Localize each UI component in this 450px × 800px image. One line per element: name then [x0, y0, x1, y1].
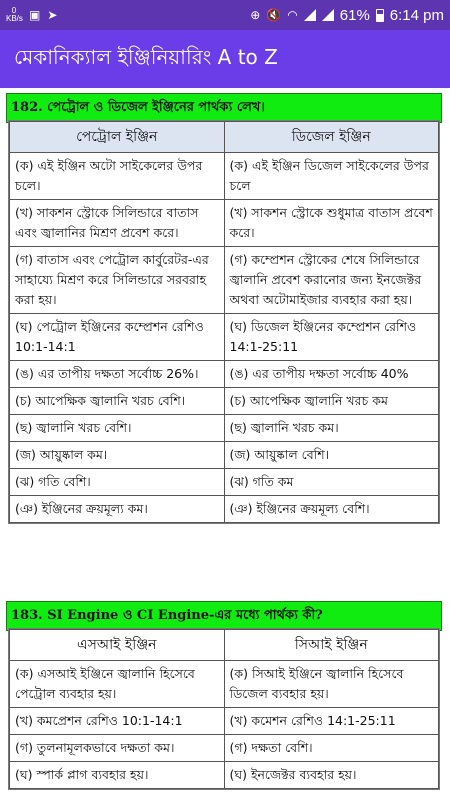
- wifi-icon: ◠: [287, 8, 298, 22]
- table-cell: (গ) কম্প্রেশন স্ট্রোকের শেষে সিলিন্ডারে জ্বালানি প্রবেশ করানোর জন্য ইনজেক্টর অথবা অটোমাইজার ব্যবহার করা হয়।: [224, 247, 439, 314]
- table-row: [10, 314, 439, 361]
- battery-icon: [376, 9, 384, 22]
- table-row: [10, 388, 439, 415]
- table-cell: (খ) সাকশন স্ট্রোকে সিলিন্ডারে বাতাস এবং জ্বালানির মিশ্রণ প্রবেশ করে।: [10, 200, 225, 247]
- table-row: [10, 762, 439, 789]
- table-cell: (ঝ) গতি বেশি।: [10, 469, 225, 496]
- table-cell: (ঘ) স্পার্ক প্লাগ ব্যবহার হয়।: [10, 762, 225, 789]
- telegram-icon: ➤: [47, 8, 58, 22]
- table-row: [10, 415, 439, 442]
- table-cell: (খ) কমেশন রেশিও 14:1-25:11: [224, 708, 439, 735]
- network-speed-unit: KB/s: [6, 14, 23, 23]
- article-content[interactable]: [0, 88, 450, 800]
- table-cell: (জ) আয়ুষ্কাল বেশি।: [224, 442, 439, 469]
- status-bar: [0, 0, 450, 30]
- table-cell: (ঞ) ইঞ্জিনের ক্রয়মূল্য বেশি।: [224, 496, 439, 523]
- column-header: সিআই ইঞ্জিন: [224, 630, 439, 661]
- network-speed-value: 0: [11, 6, 17, 15]
- table-cell: (খ) কমপ্রেশন রেশিও 10:1-14:1: [10, 708, 225, 735]
- clock: 6:14 pm: [389, 6, 444, 24]
- mute-icon: 🔇: [266, 8, 282, 22]
- table-cell: (ক) এসআই ইঞ্জিনে জ্বালানি হিসেবে পেট্রোল ব্যবহার হয়।: [10, 661, 225, 708]
- question-heading: 183. SI Engine ও CI Engine-এর মধ্যে পার্থক্য কী?: [6, 601, 442, 631]
- app-title: মেকানিক্যাল ইঞ্জিনিয়ারিং A to Z: [14, 44, 278, 69]
- table-row: [10, 442, 439, 469]
- signal-icon: [322, 9, 334, 21]
- battery-saver-icon: ⊕: [250, 8, 261, 22]
- table-row: [10, 153, 439, 200]
- table-cell: (গ) বাতাস এবং পেট্রোল কার্বুরেটর-এর সাহায্যে মিশ্রণ করে সিলিন্ডারে সরবরাহ করা হয়।: [10, 247, 225, 314]
- app-bar: [0, 30, 450, 88]
- column-header: পেট্রোল ইঞ্জিন: [10, 122, 225, 153]
- table-cell: (ক) এই ইঞ্জিন ডিজেল সাইকেলের উপর চলে: [224, 153, 439, 200]
- table-cell: (ঞ) ইঞ্জিনের ক্রয়মূল্য কম।: [10, 496, 225, 523]
- table-cell: (গ) দক্ষতা বেশি।: [224, 735, 439, 762]
- table-cell: (ঘ) পেট্রোল ইঞ্জিনের কম্প্রেশন রেশিও 10:1-14:1: [10, 314, 225, 361]
- battery-percent: 61%: [339, 6, 370, 24]
- network-speed: [6, 7, 22, 23]
- table-cell: (চ) আপেক্ষিক জ্বালানি খরচ কম: [224, 388, 439, 415]
- column-header: এসআই ইঞ্জিন: [10, 630, 225, 661]
- table-cell: (ঙ) এর তাপীয় দক্ষতা সর্বোচ্চ 40%: [224, 361, 439, 388]
- table-row: [10, 708, 439, 735]
- table-cell: (ঙ) এর তাপীয় দক্ষতা সর্বোচ্চ 26%।: [10, 361, 225, 388]
- table-row: [10, 661, 439, 708]
- table-cell: (চ) আপেক্ষিক জ্বালানি খরচ বেশি।: [10, 388, 225, 415]
- table-cell: (ছ) জ্বালানি খরচ বেশি।: [10, 415, 225, 442]
- table-cell: (ছ) জ্বালানি খরচ কম।: [224, 415, 439, 442]
- table-cell: (খ) সাকশন স্ট্রোকে শুধুমাত্র বাতাস প্রবেশ করে।: [224, 200, 439, 247]
- table-row: [10, 200, 439, 247]
- table-cell: (ঘ) ইনজেক্টর ব্যবহার হয়।: [224, 762, 439, 789]
- table-cell: (ক) এই ইঞ্জিন অটো সাইকেলের উপর চলে।: [10, 153, 225, 200]
- table-row: [10, 247, 439, 314]
- table-cell: (ক) সিআই ইঞ্জিনে জ্বালানি হিসেবে ডিজেল ব্যবহার হয়।: [224, 661, 439, 708]
- table-cell: (গ) তুলনামূলকভাবে দক্ষতা কম।: [10, 735, 225, 762]
- table-cell: (ঘ) ডিজেল ইঞ্জিনের কম্প্রেশন রেশিও 14:1-25:11: [224, 314, 439, 361]
- table-cell: (জ) আয়ুষ্কাল কম।: [10, 442, 225, 469]
- column-header: ডিজেল ইঞ্জিন: [224, 122, 439, 153]
- table-row: [10, 496, 439, 523]
- signal-icon: [304, 9, 316, 21]
- question-heading: 182. পেট্রোল ও ডিজেল ইঞ্জিনের পার্থক্য লেখ।: [6, 93, 442, 123]
- table-row: [10, 469, 439, 496]
- table-cell: (ঝ) গতি কম: [224, 469, 439, 496]
- image-icon: ▣: [29, 8, 41, 22]
- table-row: [10, 735, 439, 762]
- table-row: [10, 361, 439, 388]
- comparison-table: [8, 628, 440, 790]
- comparison-table: [8, 120, 440, 524]
